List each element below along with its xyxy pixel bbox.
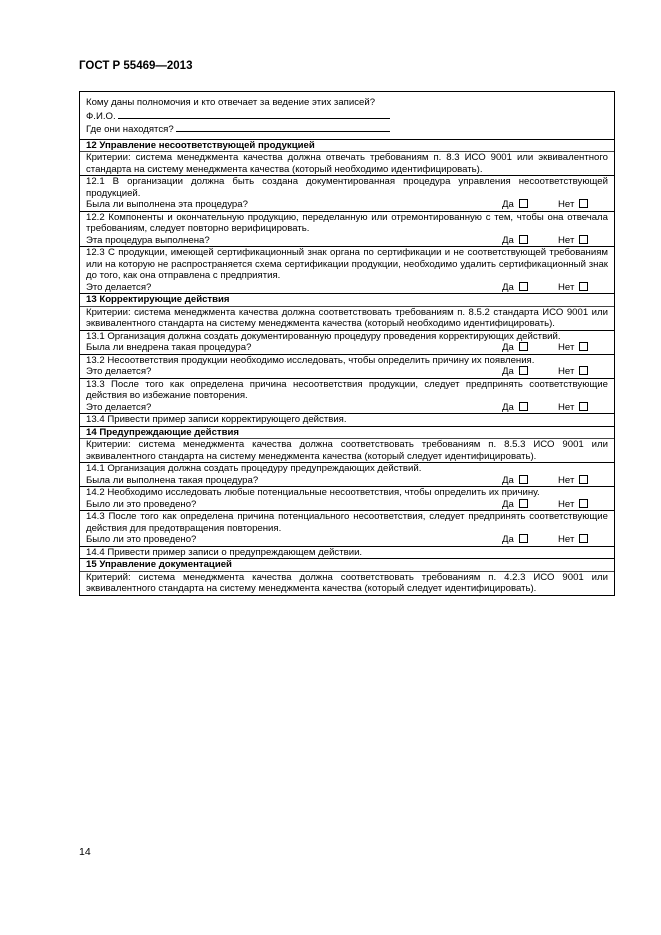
question-label: Это делается? <box>86 401 152 413</box>
item-text: 14.1 Организация должна создать процедуру предупреждающих действий. <box>80 463 615 475</box>
item-13-1-row <box>80 330 615 342</box>
no-option[interactable]: Нет <box>558 199 588 211</box>
item-13-2-row <box>80 354 615 366</box>
item-12-1-question-row <box>80 199 615 211</box>
records-question: Кому даны полномочия и кто отвечает за ведение этих записей? <box>86 97 376 108</box>
yes-option[interactable]: Да <box>502 499 528 511</box>
no-option[interactable]: Нет <box>558 402 588 414</box>
records-cell <box>80 92 615 140</box>
item-text: 13.4 Привести пример записи корректирующего действия. <box>80 414 615 427</box>
yes-option[interactable]: Да <box>502 366 528 378</box>
question-label: Была ли выполнена эта процедура? <box>86 199 248 210</box>
no-checkbox[interactable] <box>579 475 588 484</box>
item-text: 13.1 Организация должна создать документированную процедуру проведения корректирующих действий. <box>80 330 615 342</box>
section-14-title-row <box>80 426 615 439</box>
item-14-2-question-row <box>80 499 615 511</box>
no-checkbox[interactable] <box>579 282 588 291</box>
yes-checkbox[interactable] <box>519 366 528 375</box>
no-option[interactable]: Нет <box>558 499 588 511</box>
checklist-table <box>79 91 615 596</box>
item-text: 12.3 С продукции, имеющей сертификационный знак органа по сертификации и не соответствующей требованиям или на которую не распространяется схема сертификации продукции, необходимо удалить сертификационный знак до того, как она отправлена с предприятия. <box>80 247 615 282</box>
yes-option[interactable]: Да <box>502 282 528 294</box>
question-label: Была ли выполнена такая процедура? <box>86 474 259 486</box>
no-option[interactable]: Нет <box>558 534 588 546</box>
section-title: 12 Управление несоответствующей продукцией <box>80 139 615 152</box>
section-13-criteria-row <box>80 306 615 330</box>
item-13-3-question-row <box>80 402 615 414</box>
yes-checkbox[interactable] <box>519 235 528 244</box>
no-checkbox[interactable] <box>579 342 588 351</box>
yes-option[interactable]: Да <box>502 475 528 487</box>
section-15-criteria-row <box>80 571 615 595</box>
question-label: Это делается? <box>86 281 152 293</box>
question-label: Было ли это проведено? <box>86 498 197 510</box>
fio-input-line[interactable] <box>118 109 390 119</box>
no-option[interactable]: Нет <box>558 366 588 378</box>
yes-option[interactable]: Да <box>502 235 528 247</box>
records-row <box>80 92 615 140</box>
no-option[interactable]: Нет <box>558 475 588 487</box>
no-option[interactable]: Нет <box>558 282 588 294</box>
item-text: 14.2 Необходимо исследовать любые потенциальные несоответствия, чтобы определить их причину. <box>80 487 615 499</box>
yes-checkbox[interactable] <box>519 499 528 508</box>
item-13-4-row <box>80 414 615 427</box>
fio-line: Ф.И.О. <box>86 109 608 123</box>
item-12-2-question-row <box>80 235 615 247</box>
no-checkbox[interactable] <box>579 199 588 208</box>
yes-option[interactable]: Да <box>502 342 528 354</box>
item-14-3-row <box>80 511 615 535</box>
yes-option[interactable]: Да <box>502 534 528 546</box>
item-13-2-question-row <box>80 366 615 378</box>
section-title: 13 Корректирующие действия <box>80 294 615 307</box>
item-text: 14.3 После того как определена причина потенциального несоответствия, следует предпринять соответствующие действия для предотвращения повторения. <box>80 511 615 535</box>
item-14-2-row <box>80 487 615 499</box>
item-text: 13.3 После того как определена причина несоответствия продукции, следует предпринять соответствующие действия во избежание повторения. <box>80 378 615 402</box>
yes-option[interactable]: Да <box>502 199 528 211</box>
criteria-text: Критерии: система менеджмента качества должна отвечать требованиям п. 8.3 ИСО 9001 или эквивалентного стандарта на систему менеджмента качества (который необходимо идентифицировать). <box>80 152 615 176</box>
item-text: 12.1 В организации должна быть создана документированная процедура управления несоответствующей продукцией. <box>80 176 615 200</box>
section-12-criteria-row <box>80 152 615 176</box>
item-text: 13.2 Несоответствия продукции необходимо исследовать, чтобы определить причину их появления. <box>80 354 615 366</box>
item-14-1-row <box>80 463 615 475</box>
item-12-2-row <box>80 211 615 235</box>
no-checkbox[interactable] <box>579 499 588 508</box>
no-option[interactable]: Нет <box>558 235 588 247</box>
item-13-3-row <box>80 378 615 402</box>
criteria-text: Критерий: система менеджмента качества должна соответствовать требованиям п. 4.2.3 ИСО 9001 или эквивалентного стандарта на систему менеджмента качества (который следует идентифицировать). <box>80 571 615 595</box>
criteria-text: Критерии: система менеджмента качества должна соответствовать требованиям п. 8.5.2 стандарта ИСО 9001 или эквивалентного стандарта на систему менеджмента качества (который необходимо идентифицировать). <box>80 306 615 330</box>
yes-checkbox[interactable] <box>519 282 528 291</box>
yes-checkbox[interactable] <box>519 199 528 208</box>
item-14-3-question-row <box>80 534 615 546</box>
item-12-3-row <box>80 247 615 282</box>
no-option[interactable]: Нет <box>558 342 588 354</box>
section-13-title-row <box>80 294 615 307</box>
item-text: 14.4 Привести пример записи о предупреждающем действии. <box>80 546 615 559</box>
page-number: 14 <box>79 846 91 858</box>
section-14-criteria-row <box>80 439 615 463</box>
no-checkbox[interactable] <box>579 235 588 244</box>
yes-checkbox[interactable] <box>519 534 528 543</box>
question-label: Это делается? <box>86 366 152 377</box>
yes-checkbox[interactable] <box>519 342 528 351</box>
yes-checkbox[interactable] <box>519 475 528 484</box>
question-label: Эта процедура выполнена? <box>86 234 210 246</box>
criteria-text: Критерии: система менеджмента качества должна соответствовать требованиям п. 8.5.3 ИСО 9001 или эквивалентного стандарта на систему менеджмента качества (который следует идентифицировать). <box>80 439 615 463</box>
item-13-1-question-row <box>80 342 615 354</box>
item-14-1-question-row <box>80 475 615 487</box>
section-title: 15 Управление документацией <box>80 559 615 572</box>
document-header: ГОСТ Р 55469—2013 <box>79 60 193 72</box>
no-checkbox[interactable] <box>579 534 588 543</box>
no-checkbox[interactable] <box>579 402 588 411</box>
item-14-4-row <box>80 546 615 559</box>
yes-option[interactable]: Да <box>502 402 528 414</box>
section-title: 14 Предупреждающие действия <box>80 426 615 439</box>
item-text: 12.2 Компоненты и окончательную продукцию, переделанную или отремонтированную с тем, чтобы она отвечала требованиям, следует повторно верифицировать. <box>80 211 615 235</box>
section-12-title-row <box>80 139 615 152</box>
location-input-line[interactable] <box>176 122 390 132</box>
section-15-title-row <box>80 559 615 572</box>
no-checkbox[interactable] <box>579 366 588 375</box>
question-label: Была ли внедрена такая процедура? <box>86 342 252 353</box>
item-12-1-row <box>80 176 615 200</box>
question-label: Было ли это проведено? <box>86 534 197 545</box>
yes-checkbox[interactable] <box>519 402 528 411</box>
location-line: Где они находятся? <box>86 122 608 136</box>
item-12-3-question-row <box>80 282 615 294</box>
